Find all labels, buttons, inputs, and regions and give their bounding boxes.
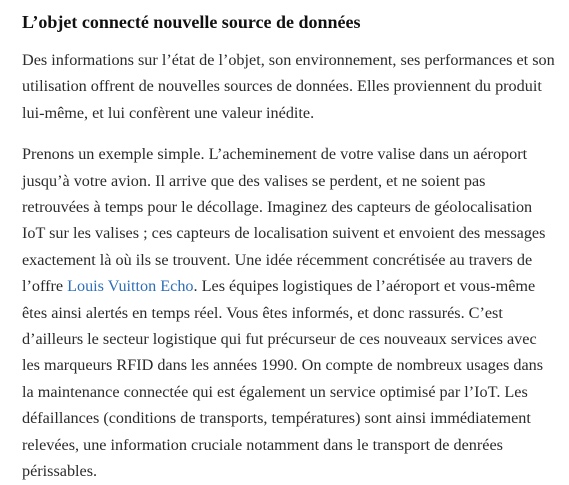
paragraph-intro: Des informations sur l’état de l’objet, son environnement, ses performances et son utilisation offrent de nouvelles sources de données. Elles proviennent du produit lui-même, et lui confèrent une valeur inédite. [22, 51, 555, 122]
paragraph-example-text-after-link: . Les équipes logistiques de l’aéroport et vous-même êtes ainsi alertés en temps réel. Vous êtes informés, et donc rassurés. C’est d’ailleurs le secteur logistique qui fut précurseur de ces nouveaux services avec les marqueurs RFID dans les années 1990. On compte de nombreux usages dans la maintenance connectée qui est également un service optimisé par l’IoT. Les défaillances (conditions de transports, températures) sont ainsi immédiatement relevées, une information cruciale notamment dans le transport de denrées périssables. [22, 277, 544, 481]
paragraph-example-text-before-link: Prenons un exemple simple. L’acheminement de votre valise dans un aéroport jusqu’à votre avion. Il arrive que des valises se perdent, et ne soient pas retrouvées à temps pour le décollage. Imaginez des capteurs de géolocalisation IoT sur les valises ; ces capteurs de localisation suivent et envoient des messages exactement là où ils se trouvent. Une idée récemment concrétisée au travers de l’offre [22, 145, 546, 296]
louis-vuitton-echo-link[interactable]: Louis Vuitton Echo [67, 277, 194, 296]
article-title: L’objet connecté nouvelle source de données [22, 12, 361, 32]
paragraph-example [22, 141, 555, 484]
